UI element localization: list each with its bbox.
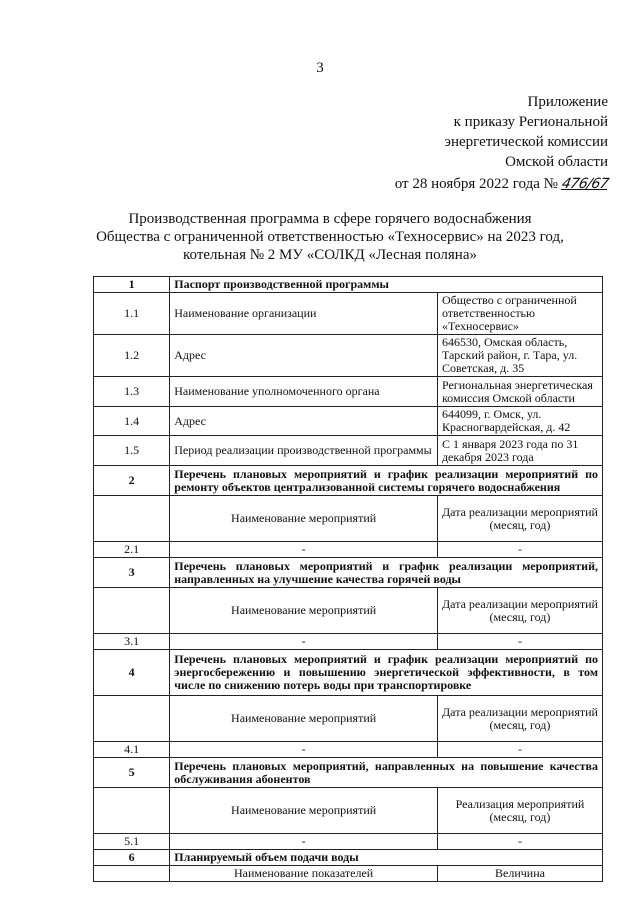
section-title: Перечень плановых мероприятий и график реализации мероприятий, направленных на улучшение качества горячей воды bbox=[170, 558, 603, 588]
row-key: Наименование уполномоченного органа bbox=[170, 377, 438, 407]
document-title bbox=[60, 210, 600, 264]
section-number: 6 bbox=[94, 850, 170, 866]
table-row bbox=[94, 293, 603, 335]
column-header-name: Наименование показателей bbox=[170, 866, 438, 882]
row-value: Региональная энергетическая комиссия Омской области bbox=[437, 377, 602, 407]
row-name: - bbox=[170, 542, 438, 558]
row-number: 4.1 bbox=[94, 742, 170, 758]
appendix-line: Приложение bbox=[527, 94, 608, 110]
appendix-line: Омской области bbox=[505, 154, 608, 170]
table-row bbox=[94, 377, 603, 407]
row-number: 5.1 bbox=[94, 834, 170, 850]
section-title: Перечень плановых мероприятий и график реализации мероприятий по энергосбережению и повышению энергетической эффективности, в том числе по снижению потерь воды при транспортировке bbox=[170, 650, 603, 696]
section-title: Перечень плановых мероприятий, направленных на повышение качества обслуживания абонентов bbox=[170, 758, 603, 788]
row-value: С 1 января 2023 года по 31 декабря 2023 года bbox=[437, 436, 602, 466]
row-number: 1.4 bbox=[94, 407, 170, 436]
column-header-name: Наименование мероприятий bbox=[170, 588, 438, 634]
row-number: 1.1 bbox=[94, 293, 170, 335]
table-row bbox=[94, 436, 603, 466]
table-row bbox=[94, 407, 603, 436]
column-header-row bbox=[94, 696, 603, 742]
appendix-line: к приказу Региональной bbox=[453, 114, 608, 130]
row-number: 1.2 bbox=[94, 335, 170, 377]
section-header-row bbox=[94, 277, 603, 293]
section-title: Паспорт производственной программы bbox=[170, 277, 603, 293]
section-number: 1 bbox=[94, 277, 170, 293]
section-number: 3 bbox=[94, 558, 170, 588]
section-number: 2 bbox=[94, 466, 170, 496]
column-header-row bbox=[94, 496, 603, 542]
section-title: Перечень плановых мероприятий и график реализации мероприятий по ремонту объектов централизованной системы горячего водоснабжения bbox=[170, 466, 603, 496]
table-row bbox=[94, 634, 603, 650]
row-key: Наименование организации bbox=[170, 293, 438, 335]
row-key: Адрес bbox=[170, 407, 438, 436]
column-header-row bbox=[94, 866, 603, 882]
row-number: 1.3 bbox=[94, 377, 170, 407]
table-row bbox=[94, 742, 603, 758]
column-header-row bbox=[94, 788, 603, 834]
section-number: 5 bbox=[94, 758, 170, 788]
order-date: от 28 ноября 2022 года № bbox=[394, 176, 558, 192]
title-line: Производственная программа в сфере горячего водоснабжения bbox=[128, 211, 532, 227]
empty-cell bbox=[94, 788, 170, 834]
column-header-date: Дата реализации мероприятий (месяц, год) bbox=[437, 588, 602, 634]
row-number: 2.1 bbox=[94, 542, 170, 558]
row-number: 3.1 bbox=[94, 634, 170, 650]
row-value: Общество с ограниченной ответственностью «Техносервис» bbox=[437, 293, 602, 335]
title-line: Общества с ограниченной ответственностью «Техносервис» на 2023 год, bbox=[96, 229, 564, 245]
order-date-line bbox=[395, 174, 608, 194]
column-header-date: Дата реализации мероприятий (месяц, год) bbox=[437, 496, 602, 542]
order-number-handwritten: 476/67 bbox=[560, 176, 610, 192]
row-key: Период реализации производственной программы bbox=[170, 436, 438, 466]
title-line: котельная № 2 МУ «СОЛКД «Лесная поляна» bbox=[183, 247, 477, 263]
section-header-row bbox=[94, 466, 603, 496]
row-name: - bbox=[170, 834, 438, 850]
appendix-block bbox=[395, 92, 608, 194]
column-header-name: Наименование мероприятий bbox=[170, 696, 438, 742]
section-header-row bbox=[94, 558, 603, 588]
row-value: 644099, г. Омск, ул. Красногвардейская, д. 42 bbox=[437, 407, 602, 436]
row-date: - bbox=[437, 634, 602, 650]
row-name: - bbox=[170, 742, 438, 758]
appendix-line: энергетической комиссии bbox=[444, 134, 608, 150]
row-date: - bbox=[437, 834, 602, 850]
empty-cell bbox=[94, 866, 170, 882]
section-title: Планируемый объем подачи воды bbox=[170, 850, 603, 866]
column-header-value: Величина bbox=[437, 866, 602, 882]
table-row bbox=[94, 542, 603, 558]
page-number: 3 bbox=[316, 60, 324, 76]
column-header-name: Наименование мероприятий bbox=[170, 788, 438, 834]
section-header-row bbox=[94, 650, 603, 696]
row-date: - bbox=[437, 542, 602, 558]
empty-cell bbox=[94, 588, 170, 634]
row-value: 646530, Омская область, Тарский район, г. Тара, ул. Советская, д. 35 bbox=[437, 335, 602, 377]
empty-cell bbox=[94, 496, 170, 542]
row-name: - bbox=[170, 634, 438, 650]
empty-cell bbox=[94, 696, 170, 742]
column-header-date: Реализация мероприятий (месяц, год) bbox=[437, 788, 602, 834]
column-header-row bbox=[94, 588, 603, 634]
table-row bbox=[94, 335, 603, 377]
row-number: 1.5 bbox=[94, 436, 170, 466]
table-row bbox=[94, 834, 603, 850]
section-number: 4 bbox=[94, 650, 170, 696]
column-header-name: Наименование мероприятий bbox=[170, 496, 438, 542]
program-table bbox=[93, 276, 603, 882]
row-key: Адрес bbox=[170, 335, 438, 377]
column-header-date: Дата реализации мероприятий (месяц, год) bbox=[437, 696, 602, 742]
row-date: - bbox=[437, 742, 602, 758]
section-header-row bbox=[94, 850, 603, 866]
section-header-row bbox=[94, 758, 603, 788]
